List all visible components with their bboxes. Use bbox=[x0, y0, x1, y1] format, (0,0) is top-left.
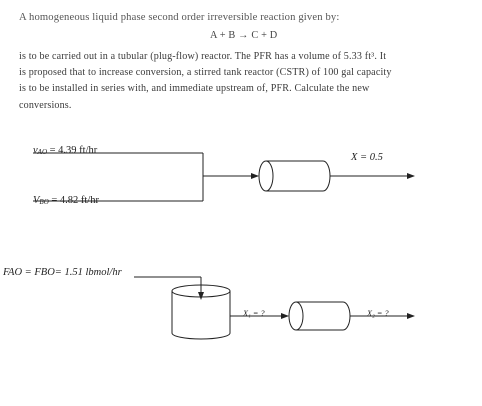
reaction-equation: A + B → C + D bbox=[210, 30, 278, 41]
problem-line-1: is to be carried out in a tubular (plug-flow) reactor. The PFR has a volume of 5.33 ft³. It bbox=[19, 51, 387, 62]
cstr-conversion-label: X₁ = ? bbox=[243, 309, 265, 318]
vb0-label: $V_{BO} = 4.82$ ft/hr bbox=[33, 195, 100, 206]
va0-label: $v_{AO} = 4.39$ ft/hr bbox=[33, 145, 98, 156]
problem-line-2: is proposed that to increase conversion, a stirred tank reactor (CSTR) of 100 gal capacity bbox=[19, 67, 392, 78]
problem-line-3: is to be installed in series with, and immediate upstream of, PFR. Calculate the new bbox=[19, 83, 370, 94]
problem-line-4: conversions. bbox=[19, 100, 72, 111]
pfr-tube-1 bbox=[259, 161, 330, 191]
pfr-tube-2 bbox=[289, 302, 350, 330]
pfr-outlet-conversion-label: X₂ = ? bbox=[367, 309, 389, 318]
problem-title: A homogeneous liquid phase second order irreversible reaction given by: bbox=[19, 12, 340, 23]
pfr-conversion-label: X = 0.5 bbox=[351, 152, 383, 163]
feed-molar-flow-label: FAO = FBO= 1.51 lbmol/hr bbox=[3, 267, 122, 278]
